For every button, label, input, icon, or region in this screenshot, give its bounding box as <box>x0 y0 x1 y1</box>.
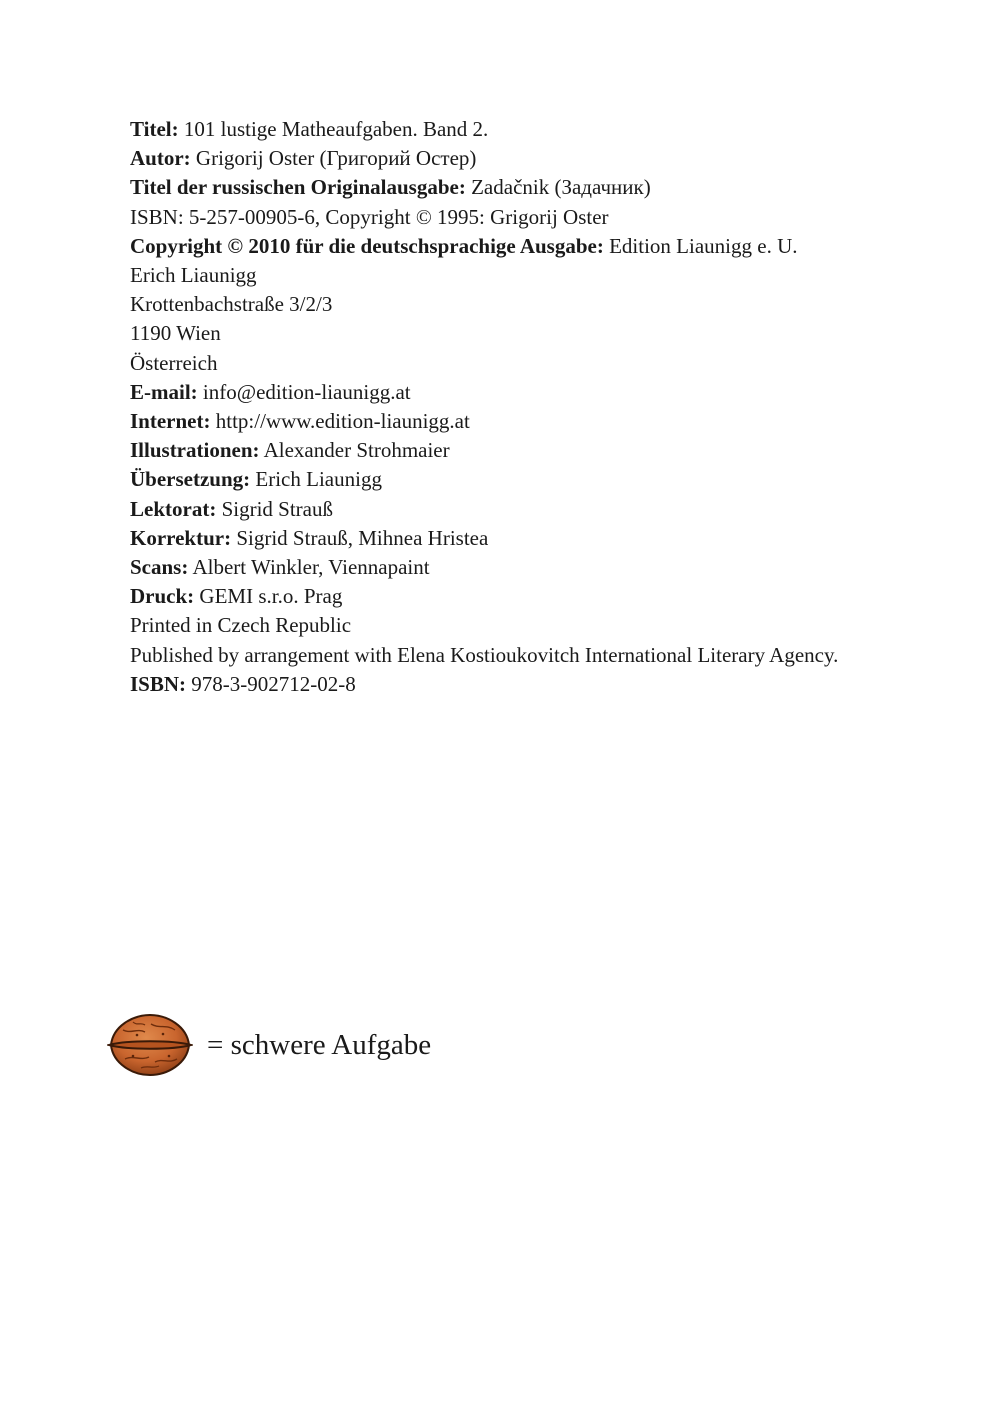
original-title-label: Titel der russischen Originalausgabe: <box>130 175 466 200</box>
print-line <box>130 582 870 611</box>
copyright-label: Copyright © 2010 für die deutschsprachige Ausgabe: <box>130 233 604 258</box>
translation-label: Übersetzung: <box>130 467 251 492</box>
proofreading-value: Sigrid Strauß, Mihnea Hristea <box>236 525 489 550</box>
translation-value: Erich Liaunigg <box>255 467 382 492</box>
email-line <box>130 378 870 407</box>
isbn-value: 978-3-902712-02-8 <box>191 671 356 696</box>
author-line <box>130 144 870 173</box>
address-name: Erich Liaunigg <box>130 263 257 288</box>
proofreading-label: Korrektur: <box>130 525 232 550</box>
legend-label: = schwere Aufgabe <box>207 1029 432 1061</box>
isbn-line <box>130 670 870 699</box>
title-line <box>130 115 870 144</box>
editing-line <box>130 495 870 524</box>
title-label: Titel: <box>130 117 179 141</box>
internet-value: http://www.edition-liaunigg.at <box>215 409 470 434</box>
email-label: E-mail: <box>130 379 198 404</box>
address-street: Krottenbachstraße 3/2/3 <box>130 292 333 317</box>
published-by-line: Published by arrangement with Elena Kostioukovitch International Literary Agency. <box>130 642 839 667</box>
scans-value: Albert Winkler, Viennapaint <box>192 555 430 580</box>
editing-value: Sigrid Strauß <box>221 496 333 521</box>
title-value: 101 lustige Matheaufgaben. Band 2. <box>183 117 489 141</box>
print-value: GEMI s.r.o. Prag <box>199 584 343 609</box>
copyright-value: Edition Liaunigg e. U. <box>609 233 798 258</box>
internet-line <box>130 407 870 436</box>
proofreading-line <box>130 524 870 553</box>
difficulty-legend <box>107 1012 431 1078</box>
illustrations-label: Illustrationen: <box>130 438 260 463</box>
address-city: 1190 Wien <box>130 321 221 346</box>
original-title-value: Zadačnik (Задачник) <box>471 175 651 200</box>
illustrations-line <box>130 436 870 465</box>
original-title-line <box>130 173 870 202</box>
email-value: info@edition-liaunigg.at <box>202 379 411 404</box>
scans-label: Scans: <box>130 555 189 580</box>
isbn-label: ISBN: <box>130 671 187 696</box>
printed-in-line: Printed in Czech Republic <box>130 613 352 638</box>
editing-label: Lektorat: <box>130 496 217 521</box>
imprint-block <box>130 115 870 699</box>
scans-line <box>130 553 870 582</box>
print-label: Druck: <box>130 584 195 609</box>
original-isbn-line: ISBN: 5-257-00905-6, Copyright © 1995: Grigorij Oster <box>130 204 609 229</box>
internet-label: Internet: <box>130 409 211 434</box>
translation-line <box>130 465 870 494</box>
address-country: Österreich <box>130 350 218 375</box>
author-value: Grigorij Oster (Григорий Остер) <box>195 146 477 171</box>
walnut-icon <box>107 1012 193 1078</box>
author-label: Autor: <box>130 146 191 171</box>
copyright-line <box>130 232 870 261</box>
illustrations-value: Alexander Strohmaier <box>263 438 450 463</box>
